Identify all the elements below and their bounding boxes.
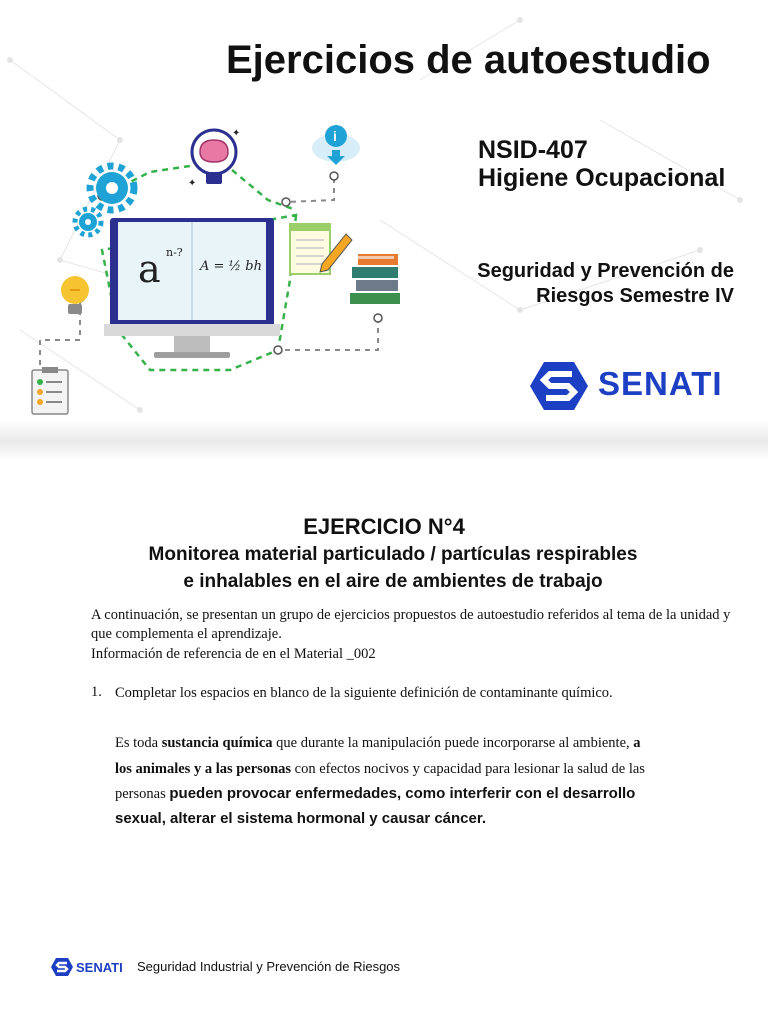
- answer-fill: pueden provocar enfermedades, como interferir con el desarrollo: [169, 785, 636, 802]
- banner-divider: [0, 420, 768, 460]
- svg-text:A = ½ bh: A = ½ bh: [200, 259, 262, 274]
- answer-bold: a: [633, 735, 641, 751]
- exercise-title: EJERCICIO N°4: [303, 514, 465, 539]
- answer-text: con efectos nocivos y capacidad para lesionar la salud de las: [291, 761, 645, 777]
- exercise-subtitle-line-1: Monitorea material particulado / partículas respirables: [148, 544, 638, 565]
- senati-emblem-icon: [528, 360, 590, 412]
- program-line-2: Riesgos Semestre IV: [536, 285, 734, 307]
- reference-line: Información de referencia de en el Material _002: [91, 646, 376, 662]
- answer-text: Es toda: [115, 735, 162, 751]
- svg-text:a: a: [138, 247, 161, 291]
- logo-text: SENATI: [598, 365, 723, 402]
- intro-paragraph: A continuación, se presentan un grupo de ejercicios propuestos de autoestudio referidos al tema de la unidad y que complementa el aprendizaje.: [91, 607, 731, 642]
- answer-line-1: [115, 735, 675, 752]
- program-name: [394, 259, 734, 309]
- question-number: 1.: [91, 684, 102, 700]
- senati-logo: [528, 360, 728, 412]
- lightbulb-icon: [58, 274, 92, 320]
- page-title: Ejercicios de autoestudio: [226, 38, 711, 82]
- program-line-1: Seguridad y Prevención de: [477, 260, 734, 282]
- answer-bold: los animales y a las personas: [115, 761, 292, 777]
- info-cloud-icon: [308, 122, 364, 168]
- answer-line-3: [115, 785, 675, 803]
- header-banner: [0, 0, 768, 440]
- svg-text:✦: ✦: [188, 178, 197, 189]
- exercise-subtitle-line-2: e inhalables en el aire de ambientes de trabajo: [183, 571, 603, 592]
- gear-icon: [70, 160, 142, 240]
- answer-fill: sexual, alterar el sistema hormonal y causar cáncer.: [115, 810, 487, 827]
- footer-logo: [50, 957, 130, 979]
- answer-bold: sustancia química: [161, 735, 277, 751]
- svg-text:i: i: [333, 128, 337, 144]
- question-text: Completar los espacios en blanco de la siguiente definición de contaminante químico.: [115, 685, 613, 701]
- course-name: Higiene Ocupacional: [478, 164, 726, 192]
- svg-text:✦: ✦: [232, 128, 241, 139]
- notepad-pencil-icon: [288, 220, 354, 280]
- footer-text: Seguridad Industrial y Prevención de Riesgos: [137, 959, 401, 974]
- senati-emblem-icon: [50, 957, 74, 977]
- brain-bulb-icon: [186, 126, 242, 190]
- svg-text:n-?: n-?: [166, 246, 183, 259]
- answer-line-2: [115, 761, 675, 778]
- answer-line-4: [115, 810, 675, 828]
- answer-text: que durante la manipulación puede incorporarse al ambiente,: [276, 735, 634, 751]
- answer-text: personas: [115, 786, 170, 802]
- course-code: NSID-407: [478, 136, 588, 164]
- footer-logo-text: SENATI: [76, 960, 123, 975]
- checklist-icon: [30, 366, 72, 416]
